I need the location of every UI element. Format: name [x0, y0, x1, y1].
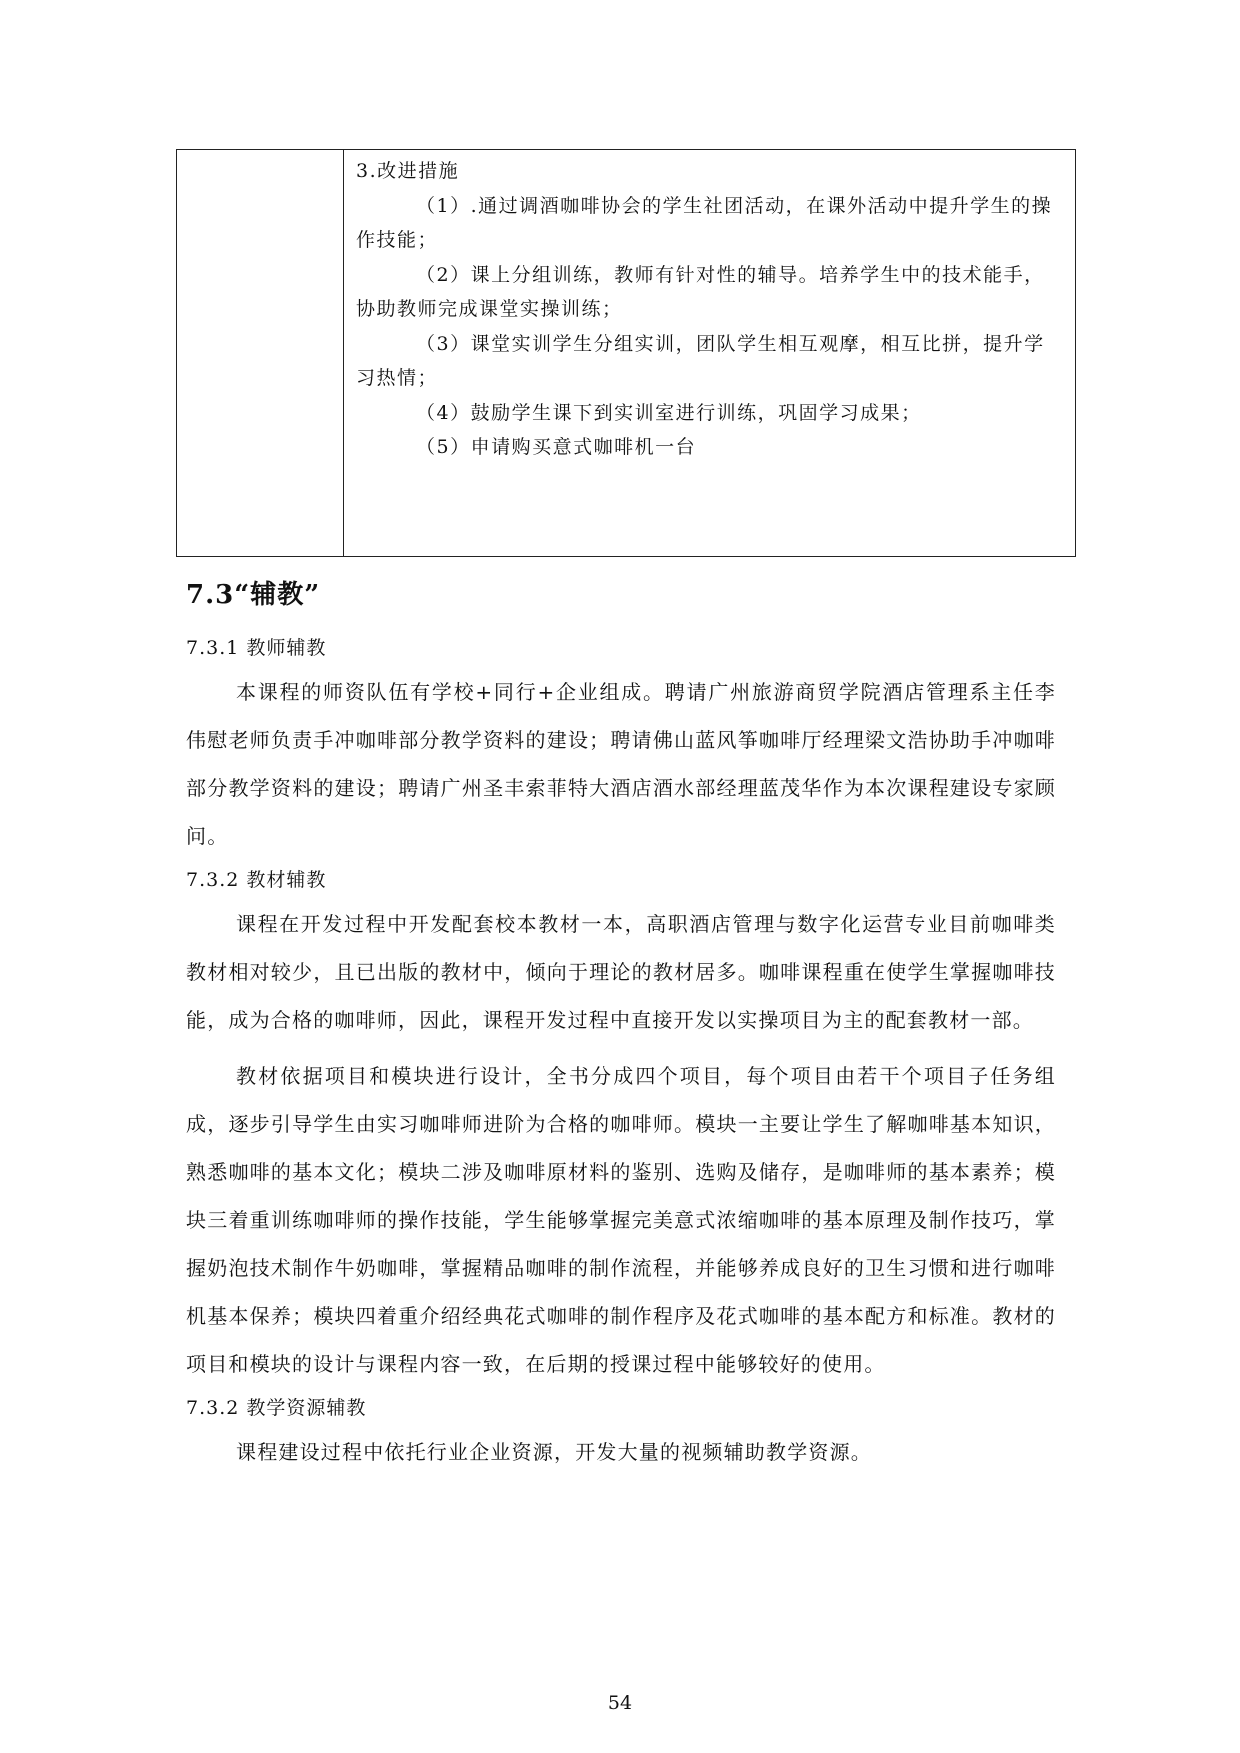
table-right-cell: [344, 150, 1075, 556]
measure-item-1: （1）.通过调酒咖啡协会的学生社团活动，在课外活动中提升学生的操作技能；: [356, 194, 1053, 251]
section-heading: 7.3“辅教”: [186, 580, 321, 610]
subsection-heading-resources: 7.3.2 教学资源辅教: [186, 1397, 367, 1419]
measure-item-5: （5）申请购买意式咖啡机一台: [416, 436, 697, 458]
subsection-heading-teacher: 7.3.1 教师辅教: [186, 637, 327, 659]
section-body: [186, 628, 1056, 1476]
page-number: 54: [607, 1692, 633, 1714]
paragraph-resources: 课程建设过程中依托行业企业资源，开发大量的视频辅助教学资源。: [236, 1440, 872, 1464]
paragraph-textbook-1: 课程在开发过程中开发配套校本教材一本，高职酒店管理与数字化运营专业目前咖啡类教材相对较少，且已出版的教材中，倾向于理论的教材居多。咖啡课程重在使学生掌握咖啡技能，成为合格的咖啡师，因此，课程开发过程中直接开发以实操项目为主的配套教材一部。: [186, 912, 1056, 1032]
paragraph-textbook-2: 教材依据项目和模块进行设计，全书分成四个项目，每个项目由若干个项目子任务组成，逐步引导学生由实习咖啡师进阶为合格的咖啡师。模块一主要让学生了解咖啡基本知识，熟悉咖啡的基本文化；模块二涉及咖啡原材料的鉴别、选购及储存，是咖啡师的基本素养；模块三着重训练咖啡师的操作技能，学生能够掌握完美意式浓缩咖啡的基本原理及制作技巧，掌握奶泡技术制作牛奶咖啡，掌握精品咖啡的制作流程，并能够养成良好的卫生习惯和进行咖啡机基本保养；模块四着重介绍经典花式咖啡的制作程序及花式咖啡的基本配方和标准。教材的项目和模块的设计与课程内容一致，在后期的授课过程中能够较好的使用。: [186, 1064, 1056, 1376]
measures-title: 3.改进措施: [356, 160, 460, 182]
subsection-heading-textbook: 7.3.2 教材辅教: [186, 869, 327, 891]
paragraph-teacher: 本课程的师资队伍有学校+同行+企业组成。聘请广州旅游商贸学院酒店管理系主任李伟慰老师负责手冲咖啡部分教学资料的建设；聘请佛山蓝风筝咖啡厅经理梁文浩协助手冲咖啡部分教学资料的建设；聘请广州圣丰索菲特大酒店酒水部经理蓝茂华作为本次课程建设专家顾问。: [186, 680, 1056, 848]
measure-item-4: （4）鼓励学生课下到实训室进行训练，巩固学习成果；: [416, 401, 922, 424]
table-left-cell: [177, 150, 344, 556]
measure-item-3: （3）课堂实训学生分组实训，团队学生相互观摩，相互比拼，提升学习热情；: [356, 332, 1045, 389]
measure-item-2: （2）课上分组训练，教师有针对性的辅导。培养学生中的技术能手，协助教师完成课堂实操训练；: [356, 263, 1045, 320]
improvement-table: [176, 149, 1076, 557]
